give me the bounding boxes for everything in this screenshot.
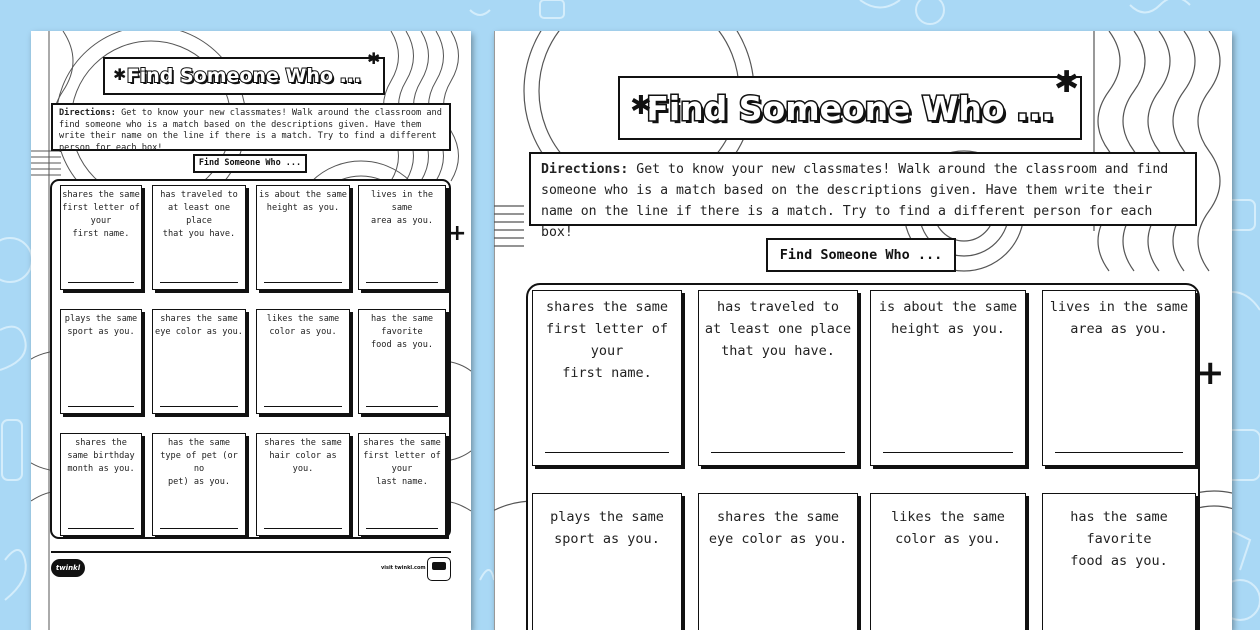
answer-line[interactable] <box>160 528 238 529</box>
grid-cell: shares the same eye color as you. <box>152 309 246 414</box>
title: Find Someone Who ... <box>126 65 362 87</box>
grid-cell: shares the same birthday month as you. <box>60 433 142 536</box>
badge-icon <box>427 557 451 581</box>
grid-cell: has traveled to at least one place that you have. <box>152 185 246 290</box>
answer-line[interactable] <box>366 528 438 529</box>
worksheet-page-zoomed <box>494 31 1232 630</box>
answer-line[interactable] <box>160 406 238 407</box>
directions-box <box>529 152 1197 240</box>
asterisk-icon: ✱ <box>630 91 652 121</box>
answer-line[interactable] <box>68 282 134 283</box>
grid-cell: shares the same first letter of your first name. <box>532 290 682 466</box>
answer-line[interactable] <box>883 452 1013 453</box>
grid-cell: shares the same first letter of your first name. <box>60 185 142 290</box>
plus-icon: + <box>1196 353 1225 393</box>
answer-line[interactable] <box>1055 452 1183 453</box>
grid-cell: shares the same hair color as you. <box>256 433 350 536</box>
answer-line[interactable] <box>160 282 238 283</box>
answer-line[interactable] <box>366 406 438 407</box>
title-banner <box>618 76 1082 140</box>
grid-cell: lives in the same area as you. <box>358 185 446 290</box>
grid-cell: likes the same color as you. <box>870 493 1026 630</box>
footer-url: visit twinkl.com <box>381 565 426 571</box>
subheading-label: Find Someone Who ... <box>779 247 943 263</box>
answer-line[interactable] <box>711 452 845 453</box>
grid-cell: is about the same height as you. <box>256 185 350 290</box>
subheading <box>766 238 956 272</box>
grid-cell: shares the same eye color as you. <box>698 493 858 630</box>
asterisk-icon: ✱ <box>1054 65 1080 100</box>
asterisk-icon: ✱ <box>113 65 127 84</box>
directions-label: Directions: <box>59 108 116 118</box>
cell-grid <box>50 179 451 539</box>
answer-line[interactable] <box>68 528 134 529</box>
grid-cell: has the same favorite food as you. <box>358 309 446 414</box>
grid-cell: shares the same first letter of your last name. <box>358 433 446 536</box>
grid-cell: plays the same sport as you. <box>532 493 682 630</box>
subheading-label: Find Someone Who ... <box>198 158 302 168</box>
subheading <box>193 154 307 173</box>
grid-cell: plays the same sport as you. <box>60 309 142 414</box>
worksheet-page-thumbnail <box>31 31 471 630</box>
asterisk-icon: ✱ <box>367 49 381 68</box>
plus-icon: + <box>448 221 467 246</box>
answer-line[interactable] <box>545 452 669 453</box>
grid-cell: is about the same height as you. <box>870 290 1026 466</box>
cell-grid <box>526 283 1200 630</box>
answer-line[interactable] <box>68 406 134 407</box>
directions-text: Get to know your new classmates! Walk around the classroom and find someone who is a match based on the descriptions given. Have them write their name on the line if there is a match. Try to find a different person for each box! <box>541 162 1169 240</box>
title-banner <box>103 57 385 95</box>
answer-line[interactable] <box>264 528 342 529</box>
directions-label: Directions: <box>541 162 629 177</box>
grid-cell: has traveled to at least one place that you have. <box>698 290 858 466</box>
twinkl-logo: twinkl <box>51 559 85 577</box>
answer-line[interactable] <box>366 282 438 283</box>
answer-line[interactable] <box>264 406 342 407</box>
directions-text: Get to know your new classmates! Walk around the classroom and find someone who is a match based on the descriptions given. Have them write their name on the line if there is a match. Try to find a different person for each box! <box>59 108 442 153</box>
grid-cell: lives in the same area as you. <box>1042 290 1196 466</box>
grid-cell: has the same favorite food as you. <box>1042 493 1196 630</box>
grid-cell: likes the same color as you. <box>256 309 350 414</box>
title: Find Someone Who ... <box>646 88 1054 128</box>
answer-line[interactable] <box>264 282 342 283</box>
directions-box <box>51 103 451 151</box>
grid-cell: has the same type of pet (or no pet) as you. <box>152 433 246 536</box>
footer-divider <box>51 551 451 553</box>
